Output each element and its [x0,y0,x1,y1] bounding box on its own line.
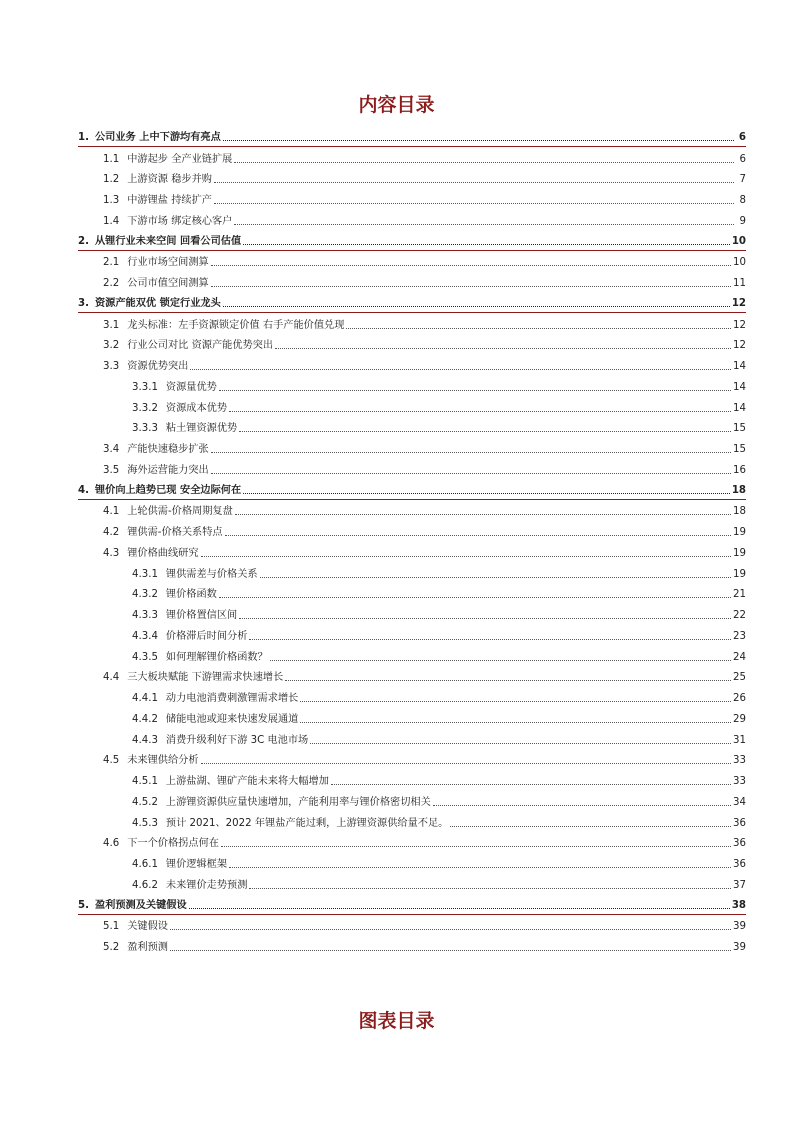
toc-entry-title: 上游盐湖、锂矿产能未来将大幅增加 [165,776,329,787]
toc-entry-title: 锂价逻辑框架 [165,859,228,870]
toc-entry[interactable] [78,915,746,936]
toc-entry-title: 下一个价格拐点何在 [127,838,219,850]
toc-entry-number: 4.3.4 [132,630,158,642]
toc-entry-title: 盈利预测 [127,942,168,953]
toc-entry[interactable] [78,271,746,292]
toc-entry[interactable] [78,209,746,230]
toc-leader-dots [223,139,734,141]
toc-entry-page: 19 [733,568,746,580]
toc-entry-number: 4.4.3 [132,734,158,746]
toc-entry-number: 1.2 [103,174,120,186]
toc-entry-title: 资源量优势 [165,381,217,393]
toc-entry-page: 26 [733,693,746,704]
toc-entry-number: 4.3.5 [132,651,158,663]
toc-entry[interactable] [78,396,746,417]
toc-leader-dots [219,389,731,391]
toc-entry-page: 8 [739,195,746,206]
toc-entry[interactable] [78,894,746,915]
toc-entry-title: 消费升级利好下游 3C 电池市场 [165,734,309,746]
toc-entry[interactable] [78,811,746,832]
toc-entry-page: 14 [733,361,746,372]
toc-leader-dots [223,305,730,307]
toc-entry-title: 中游起步 全产业链扩展 [127,153,233,165]
figure-list-title: 图表目录 [358,1010,435,1032]
toc-entry-number: 3.3 [103,361,120,372]
toc-entry-page: 23 [733,630,746,642]
toc-entry[interactable] [78,603,746,624]
toc-entry-page: 39 [733,921,746,933]
toc-entry-page: 12 [733,340,746,352]
toc-entry-number: 4.5.2 [132,796,158,808]
toc-entry-title: 如何理解锂价格函数？ [165,651,268,663]
toc-entry-number: 4.6 [103,838,120,850]
toc-entry-number: 4.5.1 [132,776,158,787]
toc-entry-number: 4.3.2 [132,589,158,601]
toc-entry[interactable] [78,832,746,853]
toc-entry-number: 4.5.3 [132,817,158,829]
toc-entry-page: 15 [733,423,746,435]
toc-leader-dots [214,202,734,204]
toc-leader-dots [221,845,731,847]
toc-leader-dots [433,804,731,806]
toc-leader-dots [331,783,731,785]
toc-entry-title: 锂价格函数 [165,589,217,601]
toc-leader-dots [211,264,731,266]
toc-entry[interactable] [78,562,746,583]
toc-leader-dots [201,555,732,557]
toc-entry-number: 3. [78,297,89,309]
toc-entry-page: 21 [733,589,746,601]
toc-entry-number: 1.3 [103,195,120,206]
toc-entry-title: 锂供需-价格关系特点 [127,527,223,538]
toc-entry-page: 36 [733,838,746,850]
toc-entry-title: 上轮供需-价格周期复盘 [127,506,233,518]
toc-entry-page: 29 [733,713,746,725]
toc-entry-number: 4.1 [103,506,120,518]
toc-entry[interactable] [78,852,746,873]
toc-entry-number: 3.3.2 [132,402,158,414]
toc-entry[interactable] [78,500,746,521]
toc-entry-title: 锂价格置信区间 [165,610,238,621]
toc-entry[interactable] [78,935,746,956]
toc-entry[interactable] [78,126,746,147]
toc-entry-page: 18 [731,484,746,496]
toc-entry-page: 16 [733,464,746,476]
toc-entry-page: 14 [733,381,746,393]
toc-entry[interactable] [78,749,746,770]
toc-entry[interactable] [78,375,746,396]
toc-leader-dots [201,762,732,764]
toc-entry-title: 锂价向上趋势已现 安全边际何在 [94,484,242,496]
toc-entry-page: 19 [733,527,746,538]
toc-entry-page: 10 [731,235,746,247]
toc-entry-number: 2.2 [103,278,120,289]
toc-entry[interactable] [78,728,746,749]
toc-entry[interactable] [78,520,746,541]
toc-entry-title: 产能快速稳步扩张 [127,444,209,455]
toc-entry-title: 储能电池或迎来快速发展通道 [165,713,299,725]
toc-entry-number: 4.4.1 [132,693,158,704]
toc-entry[interactable] [78,479,746,500]
toc-entry-page: 15 [733,444,746,455]
toc-entry[interactable] [78,437,746,458]
toc-title: 内容目录 [358,94,435,116]
toc-entry[interactable] [78,251,746,272]
toc-entry-title: 中游锂盐 持续扩产 [127,195,212,206]
toc-leader-dots [170,928,731,930]
toc-entry[interactable] [78,790,746,811]
toc-entry-page: 37 [733,879,746,891]
toc-entry-page: 6 [739,153,746,165]
toc-leader-dots [229,410,731,412]
toc-leader-dots [234,223,734,225]
toc-entry-title: 公司市值空间测算 [127,278,209,289]
toc-leader-dots [243,243,730,245]
toc-leader-dots [234,161,734,163]
toc-entry[interactable] [78,624,746,645]
toc-entry-number: 4.2 [103,527,120,538]
table-of-contents [78,126,746,956]
toc-entry-title: 从锂行业未来空间 回看公司估值 [94,235,242,247]
toc-leader-dots [285,679,731,681]
toc-entry[interactable] [78,292,746,313]
toc-entry[interactable] [78,417,746,438]
toc-leader-dots [275,347,731,349]
toc-leader-dots [270,659,731,661]
toc-entry-page: 12 [733,319,746,331]
toc-entry-page: 25 [733,672,746,684]
toc-entry-number: 3.5 [103,464,120,476]
toc-leader-dots [239,430,731,432]
toc-entry-number: 4.3 [103,547,120,559]
toc-entry-page: 19 [733,547,746,559]
toc-entry-page: 39 [733,942,746,953]
toc-entry[interactable] [78,873,746,894]
toc-leader-dots [211,451,731,453]
toc-entry-title: 盈利预测及关键假设 [94,899,187,911]
toc-entry-number: 1.4 [103,215,120,227]
toc-entry-title: 锂价格曲线研究 [127,547,199,559]
toc-entry-number: 5.1 [103,921,120,933]
toc-entry-title: 下游市场 绑定核心客户 [127,215,233,227]
toc-entry-page: 24 [733,651,746,663]
toc-entry-number: 4.5 [103,755,120,767]
toc-entry-page: 36 [733,859,746,870]
toc-entry[interactable] [78,769,746,790]
toc-entry-page: 38 [731,899,746,911]
toc-leader-dots [235,513,731,515]
toc-entry[interactable] [78,645,746,666]
toc-entry-title: 海外运营能力突出 [127,464,209,476]
toc-entry-title: 龙头标准：左手资源锁定价值 右手产能价值兑现 [127,319,345,331]
toc-entry-number: 4.6.2 [132,879,158,891]
toc-entry[interactable] [78,707,746,728]
toc-leader-dots [214,181,734,183]
toc-entry-number: 3.3.1 [132,381,158,393]
toc-entry-page: 22 [733,610,746,621]
toc-entry-number: 4.3.1 [132,568,158,580]
toc-entry[interactable] [78,686,746,707]
toc-entry-number: 3.4 [103,444,120,455]
toc-entry-number: 4.3.3 [132,610,158,621]
toc-entry[interactable] [78,458,746,479]
toc-entry-title: 资源优势突出 [127,361,189,372]
toc-entry-title: 上游资源 稳步并购 [127,174,212,186]
toc-entry-title: 价格滞后时间分析 [165,630,248,642]
toc-entry[interactable] [78,541,746,562]
toc-entry-number: 5.2 [103,942,120,953]
toc-entry-number: 2. [78,235,89,247]
toc-entry[interactable] [78,583,746,604]
toc-entry-title: 锂供需差与价格关系 [165,568,258,580]
toc-entry-number: 4. [78,484,89,496]
toc-leader-dots [170,949,731,951]
toc-entry-title: 未来锂供给分析 [127,755,199,767]
toc-entry[interactable] [78,230,746,251]
toc-entry-title: 行业市场空间测算 [127,257,209,269]
toc-entry-title: 粘土锂资源优势 [165,423,238,435]
toc-entry[interactable] [78,334,746,355]
toc-leader-dots [300,700,731,702]
toc-entry-number: 4.6.1 [132,859,158,870]
toc-leader-dots [450,825,731,827]
toc-leader-dots [346,327,731,329]
toc-leader-dots [300,721,731,723]
toc-entry-page: 9 [739,215,746,227]
toc-leader-dots [225,534,731,536]
toc-entry-title: 资源产能双优 锁定行业龙头 [94,297,221,309]
toc-entry-title: 关键假设 [127,921,168,933]
toc-entry-number: 4.4 [103,672,120,684]
toc-entry-number: 2.1 [103,257,120,269]
toc-entry-title: 上游锂资源供应量快速增加，产能利用率与锂价格密切相关 [165,796,431,808]
toc-leader-dots [211,472,731,474]
toc-entry-title: 动力电池消费刺激锂需求增长 [165,693,299,704]
toc-entry-page: 33 [733,755,746,767]
toc-entry[interactable] [78,313,746,334]
toc-leader-dots [211,285,731,287]
toc-leader-dots [260,576,731,578]
toc-entry-title: 公司业务 上中下游均有亮点 [94,131,221,143]
toc-entry[interactable] [78,354,746,375]
toc-leader-dots [229,866,731,868]
toc-entry-page: 31 [733,734,746,746]
toc-entry-page: 14 [733,402,746,414]
toc-leader-dots [310,742,731,744]
toc-entry-page: 6 [738,131,746,143]
toc-entry-number: 1. [78,131,89,143]
toc-leader-dots [243,492,730,494]
toc-entry-number: 3.1 [103,319,120,331]
toc-entry[interactable] [78,666,746,687]
toc-entry-page: 33 [733,776,746,787]
toc-entry-page: 36 [733,817,746,829]
toc-entry-title: 未来锂价走势预测 [165,879,248,891]
toc-entry-number: 3.2 [103,340,120,352]
toc-entry-title: 预计 2021、2022 年锂盐产能过剩，上游锂资源供给量不足。 [165,817,449,829]
toc-entry-page: 11 [733,278,746,289]
toc-entry-number: 4.4.2 [132,713,158,725]
toc-entry-page: 18 [733,506,746,518]
toc-leader-dots [239,617,731,619]
toc-entry-number: 5. [78,899,89,911]
toc-entry-number: 1.1 [103,153,120,165]
toc-entry[interactable] [78,168,746,189]
toc-entry-title: 三大板块赋能 下游锂需求快速增长 [127,672,284,684]
toc-leader-dots [190,368,731,370]
toc-entry[interactable] [78,188,746,209]
toc-entry-title: 资源成本优势 [165,402,228,414]
toc-entry-title: 行业公司对比 资源产能优势突出 [127,340,274,352]
toc-leader-dots [189,907,730,909]
toc-leader-dots [249,887,731,889]
toc-entry-number: 3.3.3 [132,423,158,435]
toc-entry-page: 34 [733,796,746,808]
toc-leader-dots [219,596,731,598]
toc-entry[interactable] [78,147,746,168]
toc-entry-page: 7 [739,174,746,186]
toc-entry-page: 12 [731,297,746,309]
toc-entry-page: 10 [733,257,746,269]
toc-leader-dots [249,638,731,640]
